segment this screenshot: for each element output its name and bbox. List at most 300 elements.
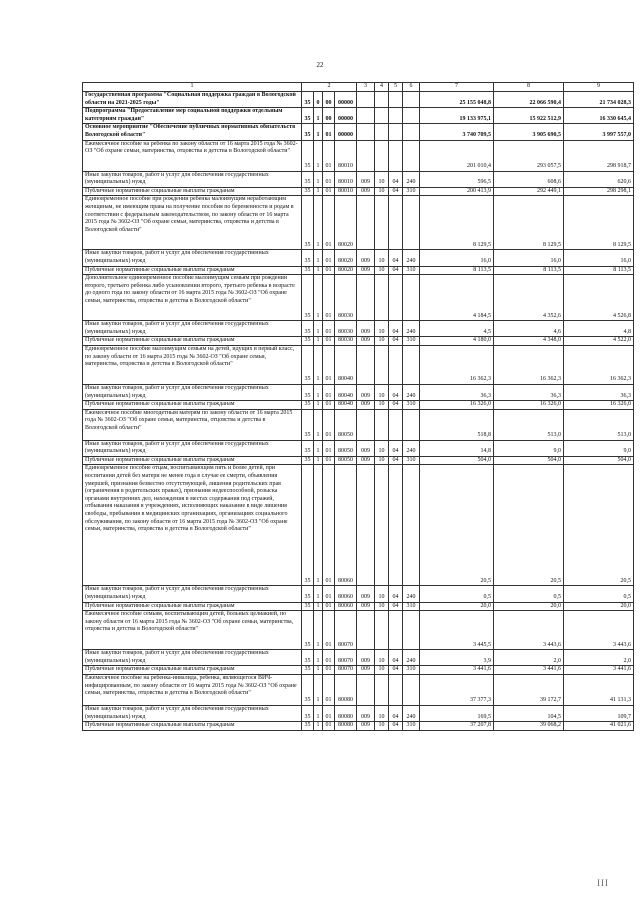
code-subsection <box>389 675 403 706</box>
code-program: 35 <box>302 187 314 196</box>
value-2023: 3 443,6 <box>564 611 634 650</box>
value-2021: 20,0 <box>420 602 494 611</box>
value-2023: 16 326,0 <box>564 401 634 410</box>
code-section: 10 <box>375 456 389 465</box>
code-ministry <box>357 465 375 586</box>
code-subprogram: 1 <box>314 266 323 275</box>
row-name: Иные закупки товаров, работ и услуг для обеспечения государственных (муниципальных) нужд <box>83 706 302 722</box>
code-section <box>375 675 389 706</box>
value-2021: 20,5 <box>420 465 494 586</box>
code-section: 10 <box>375 187 389 196</box>
value-2023: 36,3 <box>564 384 634 400</box>
code-subprogram: 1 <box>314 187 323 196</box>
table-row <box>83 440 634 456</box>
table-row <box>83 465 634 586</box>
code-section <box>375 465 389 586</box>
code-subsection: 04 <box>389 401 403 410</box>
code-subsection: 04 <box>389 171 403 187</box>
code-expense-type <box>403 675 420 706</box>
code-expense-type <box>403 124 420 140</box>
value-2023: 20,5 <box>564 465 634 586</box>
code-expense-type <box>403 92 420 108</box>
code-section <box>375 611 389 650</box>
code-section: 10 <box>375 337 389 346</box>
code-section <box>375 345 389 384</box>
value-2022: 3 905 690,5 <box>494 124 564 140</box>
row-name: Ежемесячное пособие на ребенка по закону области от 16 марта 2015 года № 3602-ОЗ "Об охране семьи, материнства, отцовства и детства в Вологодской области" <box>83 140 302 171</box>
value-2021: 19 133 975,1 <box>420 108 494 124</box>
code-event: 01 <box>323 250 335 266</box>
code-subprogram: 1 <box>314 171 323 187</box>
table-row <box>83 602 634 611</box>
value-2021: 200 413,9 <box>420 187 494 196</box>
table-row <box>83 384 634 400</box>
code-event: 01 <box>323 275 335 321</box>
value-2022: 4 352,6 <box>494 275 564 321</box>
code-direction: 00000 <box>335 92 357 108</box>
budget-table <box>82 82 634 731</box>
code-subsection <box>389 108 403 124</box>
row-name: Государственная программа "Социальная поддержка граждан в Вологодской области на 2021-2025 годы" <box>83 92 302 108</box>
code-expense-type: 310 <box>403 456 420 465</box>
code-ministry <box>357 124 375 140</box>
value-2022: 16 326,0 <box>494 401 564 410</box>
code-program: 35 <box>302 250 314 266</box>
code-event: 01 <box>323 345 335 384</box>
table-row <box>83 706 634 722</box>
value-2023: 41 131,3 <box>564 675 634 706</box>
value-2021: 0,5 <box>420 586 494 602</box>
code-section <box>375 140 389 171</box>
value-2023: 298 918,7 <box>564 140 634 171</box>
value-2023: 0,5 <box>564 586 634 602</box>
code-direction: 80010 <box>335 171 357 187</box>
value-2021: 201 010,4 <box>420 140 494 171</box>
code-section <box>375 275 389 321</box>
row-name: Иные закупки товаров, работ и услуг для обеспечения государственных (муниципальных) нужд <box>83 440 302 456</box>
code-subprogram: 1 <box>314 108 323 124</box>
value-2023: 4,8 <box>564 321 634 337</box>
code-direction: 80060 <box>335 586 357 602</box>
code-event: 01 <box>323 675 335 706</box>
value-2022: 2,0 <box>494 650 564 666</box>
code-section <box>375 108 389 124</box>
value-2023: 16 330 645,4 <box>564 108 634 124</box>
code-ministry: 009 <box>357 456 375 465</box>
table-row <box>83 92 634 108</box>
code-event: 01 <box>323 586 335 602</box>
value-2022: 20,0 <box>494 602 564 611</box>
code-ministry <box>357 345 375 384</box>
code-expense-type: 240 <box>403 706 420 722</box>
code-program: 35 <box>302 384 314 400</box>
code-expense-type: 310 <box>403 602 420 611</box>
code-program: 35 <box>302 440 314 456</box>
value-2023: 620,6 <box>564 171 634 187</box>
code-subprogram: 1 <box>314 722 323 731</box>
code-expense-type: 240 <box>403 250 420 266</box>
value-2022: 104,5 <box>494 706 564 722</box>
code-subprogram: 1 <box>314 275 323 321</box>
table-row <box>83 187 634 196</box>
code-program: 35 <box>302 266 314 275</box>
value-2021: 518,8 <box>420 409 494 440</box>
code-program: 35 <box>302 650 314 666</box>
code-subsection <box>389 465 403 586</box>
value-2023: 9,0 <box>564 440 634 456</box>
value-2022: 39 068,2 <box>494 722 564 731</box>
table-row <box>83 108 634 124</box>
code-ministry: 009 <box>357 602 375 611</box>
code-event: 01 <box>323 666 335 675</box>
code-subprogram: 1 <box>314 409 323 440</box>
code-program: 35 <box>302 706 314 722</box>
code-event: 01 <box>323 196 335 250</box>
value-2023: 3 441,6 <box>564 666 634 675</box>
code-ministry: 009 <box>357 586 375 602</box>
code-event: 01 <box>323 401 335 410</box>
value-2022: 293 057,5 <box>494 140 564 171</box>
value-2022: 292 449,1 <box>494 187 564 196</box>
row-name: Иные закупки товаров, работ и услуг для обеспечения государственных (муниципальных) нужд <box>83 171 302 187</box>
code-subsection: 04 <box>389 384 403 400</box>
header-cell: 4 <box>375 83 389 92</box>
code-direction: 80010 <box>335 140 357 171</box>
code-subsection: 04 <box>389 706 403 722</box>
code-event: 01 <box>323 465 335 586</box>
value-2021: 14,8 <box>420 440 494 456</box>
value-2022: 15 922 512,9 <box>494 108 564 124</box>
value-2021: 37 207,8 <box>420 722 494 731</box>
row-name: Ежемесячное пособие на ребенка-инвалида, ребенка, являющегося ВИЧ-инфицированным, по закону области от 16 марта 2015 года № 3602-ОЗ "Об охране семьи, материнства, отцовства и детства в Вологодской области" <box>83 675 302 706</box>
code-program: 35 <box>302 345 314 384</box>
code-section: 10 <box>375 602 389 611</box>
code-ministry <box>357 675 375 706</box>
row-name: Публичные нормативные социальные выплаты гражданам <box>83 187 302 196</box>
code-subsection: 04 <box>389 266 403 275</box>
table-row <box>83 140 634 171</box>
row-name: Подпрограмма "Предоставление мер социальной поддержки отдельным категориям граждан" <box>83 108 302 124</box>
code-direction: 80080 <box>335 706 357 722</box>
code-direction: 80080 <box>335 675 357 706</box>
code-subsection <box>389 196 403 250</box>
code-direction: 80020 <box>335 266 357 275</box>
code-subprogram: 0 <box>314 92 323 108</box>
code-expense-type: 310 <box>403 266 420 275</box>
value-2023: 4 522,0 <box>564 337 634 346</box>
code-expense-type: 310 <box>403 666 420 675</box>
code-section <box>375 409 389 440</box>
table-row <box>83 456 634 465</box>
code-subprogram: 1 <box>314 456 323 465</box>
row-name: Иные закупки товаров, работ и услуг для обеспечения государственных (муниципальных) нужд <box>83 321 302 337</box>
row-name: Иные закупки товаров, работ и услуг для обеспечения государственных (муниципальных) нужд <box>83 650 302 666</box>
code-program: 35 <box>302 275 314 321</box>
code-direction: 80060 <box>335 602 357 611</box>
value-2023: 109,7 <box>564 706 634 722</box>
code-expense-type <box>403 611 420 650</box>
code-section: 10 <box>375 440 389 456</box>
row-name: Единовременное пособие при рождении ребенка малоимущим неработающим женщинам, не имеющим права на получение пособия по беременности и родам в соответствии с федеральным законодательством, по закону области от 16 марта 2015 года № 3602-ОЗ "Об охране семьи, материнства, отцовства и детства в Вологодской области" <box>83 196 302 250</box>
code-subprogram: 1 <box>314 666 323 675</box>
table-row <box>83 124 634 140</box>
value-2023: 16,0 <box>564 250 634 266</box>
page-number: 22 <box>316 61 324 69</box>
code-event: 01 <box>323 706 335 722</box>
header-cell: 3 <box>357 83 375 92</box>
code-event: 01 <box>323 321 335 337</box>
code-expense-type: 240 <box>403 586 420 602</box>
code-subprogram: 1 <box>314 401 323 410</box>
code-program: 35 <box>302 465 314 586</box>
code-direction: 80030 <box>335 275 357 321</box>
code-subsection: 04 <box>389 602 403 611</box>
code-program: 35 <box>302 722 314 731</box>
row-name: Публичные нормативные социальные выплаты гражданам <box>83 337 302 346</box>
code-ministry <box>357 140 375 171</box>
table-row <box>83 171 634 187</box>
value-2022: 9,0 <box>494 440 564 456</box>
value-2022: 22 066 590,4 <box>494 92 564 108</box>
value-2023: 4 526,8 <box>564 275 634 321</box>
code-direction: 80010 <box>335 187 357 196</box>
code-program: 35 <box>302 321 314 337</box>
row-name: Иные закупки товаров, работ и услуг для обеспечения государственных (муниципальных) нужд <box>83 586 302 602</box>
code-subsection <box>389 611 403 650</box>
code-section: 10 <box>375 384 389 400</box>
value-2022: 4 348,0 <box>494 337 564 346</box>
code-ministry: 009 <box>357 187 375 196</box>
row-name: Иные закупки товаров, работ и услуг для обеспечения государственных (муниципальных) нужд <box>83 250 302 266</box>
value-2022: 36,3 <box>494 384 564 400</box>
code-event: 01 <box>323 722 335 731</box>
code-expense-type: 240 <box>403 171 420 187</box>
code-subprogram: 1 <box>314 650 323 666</box>
table-row <box>83 611 634 650</box>
table-body <box>83 92 634 731</box>
value-2022: 3 441,6 <box>494 666 564 675</box>
code-ministry <box>357 108 375 124</box>
code-event: 01 <box>323 384 335 400</box>
code-section: 10 <box>375 171 389 187</box>
code-expense-type <box>403 275 420 321</box>
code-ministry: 009 <box>357 250 375 266</box>
code-ministry: 009 <box>357 266 375 275</box>
row-name: Единовременное пособие малоимущим семьям на детей, идущих в первый класс, по закону области от 16 марта 2015 года № 3602-ОЗ "Об охране семьи, материнства, отцовства и детства в Вологодской области" <box>83 345 302 384</box>
code-ministry: 009 <box>357 321 375 337</box>
row-name: Единовременное пособие отцам, воспитывающим пять и более детей, при воспитании детей без матери не менее года в случае ее смерти, объявления умершей, признания безвестно отсутствующей, лишения родительских прав (ограничения в родительских правах), признания недееспособной, розыска органами внутренних дел, нахождения в местах содержания под стражей, отбывания наказания в учреждениях, исполняющих наказание в виде лишения свободы, пребывания в медицинских организациях, организациях социального обслуживания, по закону области от 16 марта 2015 года № 3602-ОЗ "Об охране семьи, материнства, отцовства и детства в Вологодской области" <box>83 465 302 586</box>
code-expense-type: 240 <box>403 321 420 337</box>
value-2022: 504,0 <box>494 456 564 465</box>
code-program: 35 <box>302 171 314 187</box>
value-2023: 513,0 <box>564 409 634 440</box>
code-subprogram: 1 <box>314 384 323 400</box>
table-row <box>83 401 634 410</box>
row-name: Ежемесячное пособие многодетным матерям по закону области от 16 марта 2015 года № 3602-ОЗ "Об охране семьи, материнства, отцовства и детства в Вологодской области" <box>83 409 302 440</box>
header-cell: 7 <box>420 83 494 92</box>
value-2022: 513,0 <box>494 409 564 440</box>
code-event: 01 <box>323 456 335 465</box>
code-ministry: 009 <box>357 706 375 722</box>
code-ministry: 009 <box>357 384 375 400</box>
code-direction: 00000 <box>335 108 357 124</box>
value-2023: 16 362,3 <box>564 345 634 384</box>
code-program: 35 <box>302 611 314 650</box>
code-direction: 80070 <box>335 650 357 666</box>
code-section: 10 <box>375 250 389 266</box>
code-direction: 00000 <box>335 124 357 140</box>
code-section <box>375 196 389 250</box>
code-event: 01 <box>323 409 335 440</box>
code-section: 10 <box>375 650 389 666</box>
code-event: 01 <box>323 266 335 275</box>
value-2021: 25 155 048,8 <box>420 92 494 108</box>
code-subprogram: 1 <box>314 250 323 266</box>
code-section: 10 <box>375 722 389 731</box>
code-expense-type: 240 <box>403 440 420 456</box>
value-2022: 3 443,6 <box>494 611 564 650</box>
code-subprogram: 1 <box>314 440 323 456</box>
row-name: Дополнительное единовременное пособие малоимущим семьям при рождении второго, третьего ребенка либо усыновлении второго, третьего ребенка в возрасте до одного года по закону области от 16 марта 2015 года № 3602-ОЗ "Об охране семьи, материнства, отцовства и детства в Вологодской области" <box>83 275 302 321</box>
code-ministry <box>357 611 375 650</box>
header-cell: 6 <box>403 83 420 92</box>
code-event: 01 <box>323 140 335 171</box>
code-subprogram: 1 <box>314 611 323 650</box>
code-subsection: 04 <box>389 666 403 675</box>
code-program: 35 <box>302 337 314 346</box>
code-ministry: 009 <box>357 401 375 410</box>
value-2022: 39 172,7 <box>494 675 564 706</box>
code-event: 01 <box>323 602 335 611</box>
code-event: 01 <box>323 187 335 196</box>
scan-mark: III <box>597 878 609 888</box>
value-2021: 596,5 <box>420 171 494 187</box>
code-subsection: 04 <box>389 337 403 346</box>
value-2022: 20,5 <box>494 465 564 586</box>
value-2021: 16 362,3 <box>420 345 494 384</box>
value-2022: 4,6 <box>494 321 564 337</box>
code-ministry: 009 <box>357 171 375 187</box>
value-2021: 8 129,5 <box>420 196 494 250</box>
header-cell: 8 <box>494 83 564 92</box>
table-row <box>83 321 634 337</box>
code-subsection <box>389 92 403 108</box>
code-subprogram: 1 <box>314 465 323 586</box>
code-ministry <box>357 409 375 440</box>
code-event: 01 <box>323 440 335 456</box>
row-name: Иные закупки товаров, работ и услуг для обеспечения государственных (муниципальных) нужд <box>83 384 302 400</box>
value-2023: 8 129,5 <box>564 196 634 250</box>
code-section: 10 <box>375 586 389 602</box>
table-row <box>83 275 634 321</box>
table-row <box>83 666 634 675</box>
code-direction: 80040 <box>335 401 357 410</box>
value-2023: 298 298,1 <box>564 187 634 196</box>
value-2021: 4,5 <box>420 321 494 337</box>
code-subprogram: 1 <box>314 140 323 171</box>
code-expense-type <box>403 196 420 250</box>
code-section <box>375 92 389 108</box>
code-direction: 80070 <box>335 611 357 650</box>
code-program: 35 <box>302 602 314 611</box>
value-2022: 8 129,5 <box>494 196 564 250</box>
code-section: 10 <box>375 401 389 410</box>
code-ministry <box>357 196 375 250</box>
value-2022: 16,0 <box>494 250 564 266</box>
code-direction: 80040 <box>335 345 357 384</box>
header-cell: 2 <box>302 83 357 92</box>
code-expense-type: 310 <box>403 722 420 731</box>
value-2021: 3,9 <box>420 650 494 666</box>
row-name: Публичные нормативные социальные выплаты гражданам <box>83 266 302 275</box>
table-row <box>83 722 634 731</box>
value-2022: 8 113,5 <box>494 266 564 275</box>
code-direction: 80050 <box>335 409 357 440</box>
code-direction: 80070 <box>335 666 357 675</box>
code-direction: 80060 <box>335 465 357 586</box>
code-subsection: 04 <box>389 440 403 456</box>
value-2023: 21 734 028,3 <box>564 92 634 108</box>
value-2021: 169,5 <box>420 706 494 722</box>
code-ministry: 009 <box>357 666 375 675</box>
table-row <box>83 250 634 266</box>
code-expense-type <box>403 409 420 440</box>
code-section: 10 <box>375 666 389 675</box>
code-program: 35 <box>302 586 314 602</box>
code-direction: 80030 <box>335 337 357 346</box>
value-2023: 20,0 <box>564 602 634 611</box>
code-program: 35 <box>302 675 314 706</box>
table-row <box>83 266 634 275</box>
code-program: 35 <box>302 409 314 440</box>
value-2022: 0,5 <box>494 586 564 602</box>
code-program: 35 <box>302 666 314 675</box>
code-ministry: 009 <box>357 440 375 456</box>
code-subprogram: 1 <box>314 706 323 722</box>
code-subsection: 04 <box>389 722 403 731</box>
row-name: Публичные нормативные социальные выплаты гражданам <box>83 602 302 611</box>
value-2021: 16 326,0 <box>420 401 494 410</box>
code-event: 01 <box>323 124 335 140</box>
code-program: 35 <box>302 108 314 124</box>
code-expense-type <box>403 465 420 586</box>
table-row <box>83 650 634 666</box>
code-subsection: 04 <box>389 321 403 337</box>
code-subsection <box>389 345 403 384</box>
code-subsection <box>389 275 403 321</box>
code-program: 35 <box>302 124 314 140</box>
code-program: 35 <box>302 401 314 410</box>
value-2023: 8 113,5 <box>564 266 634 275</box>
value-2021: 16,0 <box>420 250 494 266</box>
code-subprogram: 1 <box>314 321 323 337</box>
code-event: 01 <box>323 337 335 346</box>
code-expense-type: 240 <box>403 650 420 666</box>
code-expense-type: 310 <box>403 337 420 346</box>
code-subprogram: 1 <box>314 345 323 384</box>
row-name: Ежемесячное пособие семьям, воспитывающим детей, больных целиакией, по закону области от 16 марта 2015 года № 3602-ОЗ "Об охране семьи, материнства, отцовства и детства в Вологодской области" <box>83 611 302 650</box>
code-ministry: 009 <box>357 722 375 731</box>
code-subprogram: 1 <box>314 196 323 250</box>
code-direction: 80020 <box>335 250 357 266</box>
value-2021: 504,0 <box>420 456 494 465</box>
row-name: Публичные нормативные социальные выплаты гражданам <box>83 666 302 675</box>
value-2023: 41 021,6 <box>564 722 634 731</box>
code-event: 00 <box>323 92 335 108</box>
header-cell: 5 <box>389 83 403 92</box>
code-subsection: 04 <box>389 187 403 196</box>
value-2023: 504,0 <box>564 456 634 465</box>
